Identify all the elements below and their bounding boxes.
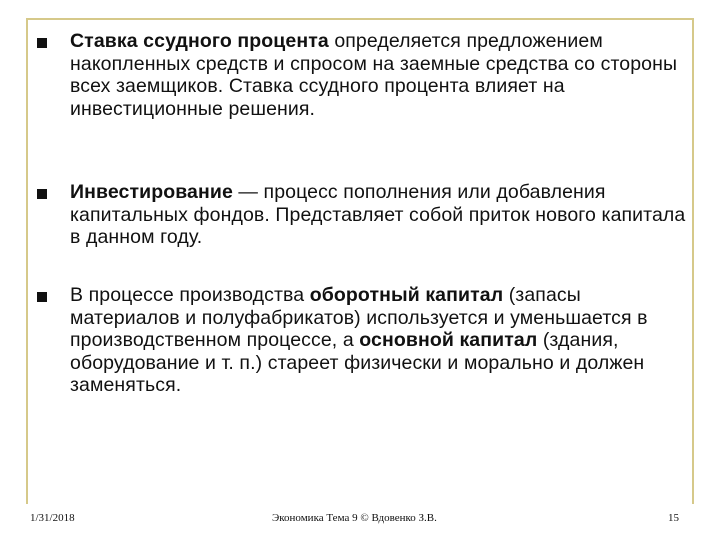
square-bullet-icon bbox=[37, 38, 47, 48]
footer-date: 1/31/2018 bbox=[30, 512, 75, 524]
bullet-body: определяется предложением накопленных средств и спросом на заемные средства со стороны всех заемщиков. Ставка ссудного процента влияет на инвестиционные решения. bbox=[70, 30, 678, 120]
bullet-text bbox=[70, 284, 690, 397]
bullet-term: оборотный капитал bbox=[309, 284, 504, 306]
footer-page-number: 15 bbox=[668, 512, 679, 524]
bullet-term: Ставка ссудного процента bbox=[70, 30, 329, 52]
bullet-term: основной капитал bbox=[359, 329, 538, 351]
square-bullet-icon bbox=[37, 189, 47, 199]
bullet-text bbox=[70, 30, 690, 120]
bullet-intro: В процессе производства bbox=[70, 284, 310, 306]
slide-frame-top-border bbox=[26, 18, 694, 20]
bullet-body: (запасы материалов и полуфабрикатов) используется и уменьшается в производственном процессе, а bbox=[70, 284, 648, 351]
bullet-body: (здания, оборудование и т. п.) стареет физически и морально и должен заменяться. bbox=[70, 329, 645, 396]
slide-frame-right-border bbox=[692, 18, 694, 504]
bullet-body: — процесс пополнения или добавления капитальных фондов. Представляет собой приток нового капитала в данном году. bbox=[70, 181, 686, 248]
bullet-term: Инвестирование bbox=[70, 181, 233, 203]
square-bullet-icon bbox=[37, 292, 47, 302]
slide-frame-left-border bbox=[26, 18, 28, 504]
footer-title: Экономика Тема 9 © Вдовенко З.В. bbox=[272, 512, 437, 524]
bullet-text bbox=[70, 181, 690, 249]
